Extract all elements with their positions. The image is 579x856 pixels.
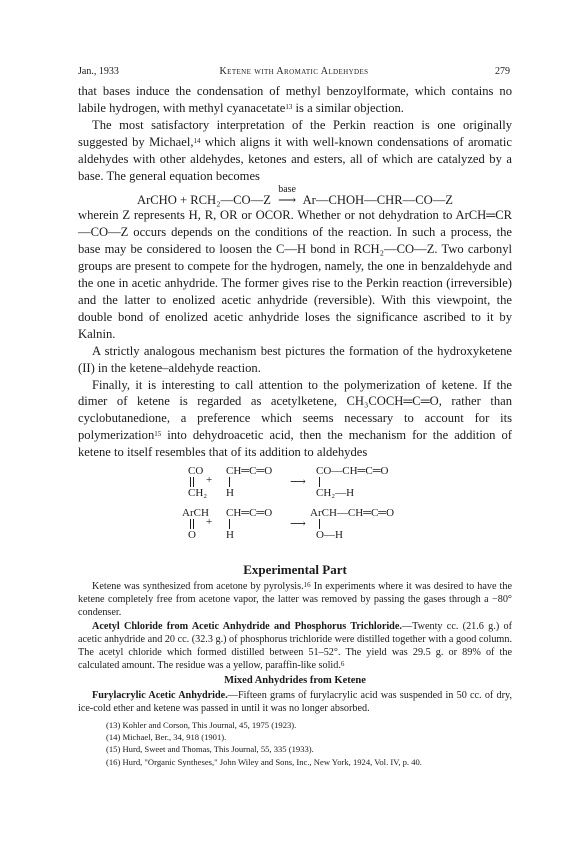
paragraph-bases: that bases induce the condensation of methyl benzoylformate, which contains no labile hydrogen, with methyl cyanacetate$^{13}$ is a similar objection.: [78, 84, 512, 115]
ketene-addition-scheme: [78, 463, 512, 561]
paragraph-ketene-synthesis: Ketene was synthesized from acetone by pyrolysis.$^{16}$ In experiments where it was desired to have the ketene completely free from acetone vapor, the latter was removed by passing the gases through a −80° condenser.: [78, 580, 512, 619]
subsection-title: Mixed Anhydrides from Ketene: [224, 675, 366, 687]
paragraph-polymerization: Finally, it is interesting to call attention to the polymerization of ketene. If the dimer of ketene is regarded as acetylketene, CH₃COCH═C═O, rather than cyclobutanedione, a preference which seems necessary to account for its polymerization$^{15}$ into dehydroacetic acid, then the mechanism for the addition of ketene to itself resembles that of its addition to aldehydes: [78, 377, 512, 460]
scheme-r1-product: CO—CH═C═O: [316, 465, 389, 478]
footnotes: [78, 719, 512, 768]
scheme-r2-product: ArCH—CH═C═O: [310, 507, 395, 520]
scheme-r2-aldehyde: ArCH: [182, 507, 209, 520]
catalyst-label: base: [278, 184, 296, 196]
footnote-14: (14) Michael, Ber., 34, 918 (1901).: [106, 732, 227, 743]
reaction-arrow: ⟶: [278, 193, 297, 208]
ref-16: 16: [303, 580, 311, 589]
ref-14: 14: [193, 136, 201, 145]
general-equation: ArCHO + RCH₂—CO—Z base ⟶ Ar—CHOH—CHR—CO—Z: [136, 184, 453, 208]
paragraph-wherein: wherein Z represents H, R, OR or OCOR. Whether or not dehydration to ArCH═CR—CO—Z occurs depends on the conditions of the reaction. In such a process, the base may be considered to loosen the C—H bond in RCH₂—CO—Z. Two carbonyl groups are present to compete for the hydrogen, namely, the one in benzaldehyde and the one in acetic anhydride. The former gives rise to the Perkin reaction (irreversible) and the latter to enolized acetic anhydride (reversible). With this viewpoint, the double bond of enolized acetic anhydride loses the significance ascribed to it by Kalnin.: [78, 208, 512, 341]
ref-15: 15: [154, 430, 162, 439]
paragraph-perkin: The most satisfactory interpretation of the Perkin reaction is one originally suggested by Michael,$^{14}$ which aligns it with well-known condensations of aromatic aldehydes with other aldehydes, ketones and esters, all of which are catalyzed by a base. The general equation becomes: [78, 117, 512, 183]
scheme-r1-hydrogen: H: [226, 487, 234, 500]
scheme-r1-product-bottom: CH₂—H: [316, 487, 355, 500]
section-title: Experimental Part: [243, 562, 347, 578]
subsection-heading: Acetyl Chloride from Acetic Anhydride and Phosphorus Trichloride.: [92, 620, 402, 632]
experimental-text: [78, 580, 512, 715]
scheme-plus: +: [206, 516, 213, 529]
paragraph-analogous: A strictly analogous mechanism best pictures the formation of the hydroxyketene (II) in the ketene–aldehyde reaction.: [78, 343, 512, 375]
footnote-15: (15) Hurd, Sweet and Thomas, This Journal, 55, 335 (1933).: [106, 744, 314, 755]
scheme-r2-hydrogen: H: [226, 529, 234, 542]
scheme-plus: +: [206, 474, 213, 487]
scheme-r2-product-bottom: O—H: [316, 529, 343, 542]
scheme-r1-carbonyl: CO: [188, 465, 204, 478]
running-header: [78, 66, 510, 80]
header-date: Jan., 1933: [78, 66, 119, 77]
footnote-16: (16) Hurd, "Organic Syntheses," John Wiley and Sons, Inc., New York, 1924, Vol. IV, p. 40.: [106, 756, 422, 767]
paragraph-furylacrylic: Furylacrylic Acetic Anhydride.—Fifteen grams of furylacrylic acid was suspended in 50 cc. of dry, ice-cold ether and ketene was passed in until it was no longer absorbed.: [78, 689, 512, 714]
scheme-arrow: ⟶: [290, 518, 306, 531]
header-title: Ketene with Aromatic Aldehydes: [219, 66, 369, 77]
scheme-r1-methylene: CH₂: [188, 487, 208, 500]
scheme-arrow: ⟶: [290, 476, 306, 489]
paragraph-acetyl-chloride: Acetyl Chloride from Acetic Anhydride and Phosphorus Trichloride.—Twenty cc. (21.6 g.) of acetic anhydride and 20 cc. (32.3 g.) of phosphorus trichloride were distilled together with a good column. The acetyl chloride which formed distilled between 51–52°. The yield was 29.5 g. or 89% of the calculated amount. The residue was a yellow, paraffin-like solid.$^6$: [78, 620, 512, 672]
subsection-heading: Furylacrylic Acetic Anhydride.: [92, 689, 228, 701]
scheme-r1-ketene: CH═C═O: [226, 465, 273, 478]
scheme-r2-oxygen: O: [188, 529, 196, 542]
ref-13: 13: [285, 102, 293, 111]
scheme-r2-ketene: CH═C═O: [226, 507, 273, 520]
footnote-13: (13) Kohler and Corson, This Journal, 45, 1975 (1923).: [106, 719, 297, 730]
page-number: 279: [495, 66, 510, 77]
ref-6: 6: [340, 660, 345, 669]
article-body: [78, 83, 512, 768]
